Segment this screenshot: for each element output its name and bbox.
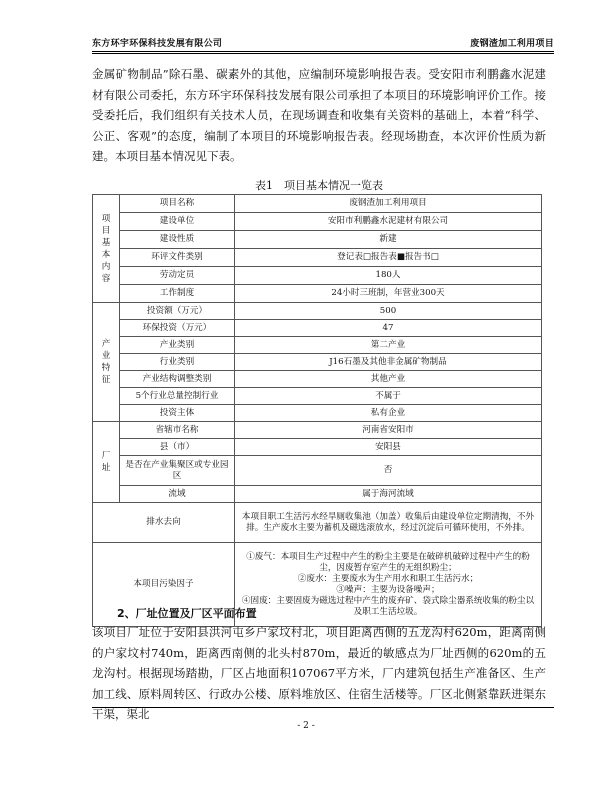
header-rule bbox=[92, 53, 554, 54]
row-name: 省辖市名称 bbox=[120, 422, 235, 439]
pollution-item: ②废水：主要废水为生产用水和职工生活污水； bbox=[297, 573, 479, 584]
page-header bbox=[92, 36, 554, 52]
table-row bbox=[93, 422, 542, 439]
location-paragraph: 该项目厂址位于安阳县洪河屯乡户家坟村北，项目距离西侧的五龙沟村620m，距离南侧的户家坟村740m，距离西南侧的北头村870m，最近的敏感点为厂址西侧的620m的五龙沟村。根据现场踏勘，厂区占地面积107067平方米，厂内建筑包括生产准备区、生产加工线、原料周转区、行政办公楼、原料堆放区、住宿生活楼等。厂区北侧紧靠跃进渠东干渠，渠北 bbox=[92, 625, 546, 721]
row-value: 180人 bbox=[235, 267, 542, 285]
drainage-value: 本项目职工生活污水经旱厕收集池（加盖）收集后由建设单位定期清掏，不外排。生产废水主要为蓄机及磁选滚放水，经过沉淀后可循环使用，不外排。 bbox=[235, 503, 542, 543]
row-value: 其他产业 bbox=[235, 371, 542, 388]
table-row bbox=[93, 231, 542, 249]
row-name: 项目名称 bbox=[120, 195, 235, 213]
pollution-label: 本项目污染因子 bbox=[93, 543, 235, 627]
table-row bbox=[93, 267, 542, 285]
row-value: 第二产业 bbox=[235, 337, 542, 354]
table-row bbox=[93, 320, 542, 337]
row-name: 投资额（万元） bbox=[120, 303, 235, 320]
table-row bbox=[93, 405, 542, 422]
row-value: 河南省安阳市 bbox=[235, 422, 542, 439]
row-value: 24小时三班制，年营业300天 bbox=[235, 285, 542, 303]
category-cell: 项 目 基 本 内 容 bbox=[93, 195, 120, 303]
row-value: 安阳县 bbox=[235, 439, 542, 456]
table-row bbox=[93, 503, 542, 543]
row-name: 投资主体 bbox=[120, 405, 235, 422]
table-row bbox=[93, 439, 542, 456]
table-row bbox=[93, 456, 542, 486]
row-name: 工作制度 bbox=[120, 285, 235, 303]
header-project: 废钢渣加工利用项目 bbox=[470, 39, 554, 49]
project-info-table bbox=[92, 194, 542, 627]
row-name: 行业类别 bbox=[120, 354, 235, 371]
pollution-items bbox=[235, 543, 542, 627]
row-value: 安阳市利鹏鑫水泥建材有限公司 bbox=[235, 213, 542, 231]
row-value: J16石墨及其他非金属矿物制品 bbox=[235, 354, 542, 371]
table-row bbox=[93, 249, 542, 267]
row-value: 属于海河流域 bbox=[235, 486, 542, 503]
header-company: 东方环宇环保科技发展有限公司 bbox=[92, 39, 223, 49]
row-value: 私有企业 bbox=[235, 405, 542, 422]
row-name: 建设单位 bbox=[120, 213, 235, 231]
row-value: 不属于 bbox=[235, 388, 542, 405]
row-value: 新建 bbox=[235, 231, 542, 249]
row-name: 环评文件类别 bbox=[120, 249, 235, 267]
category-cell: 产 业 特 征 bbox=[93, 303, 120, 422]
table-row bbox=[93, 337, 542, 354]
row-name: 环保投资（万元） bbox=[120, 320, 235, 337]
drainage-label: 排水去向 bbox=[93, 503, 235, 543]
pollution-item: ③噪声：主要为设备噪声； bbox=[336, 584, 440, 595]
table-row bbox=[93, 285, 542, 303]
row-name: 是否在产业集聚区或专业园区 bbox=[120, 456, 235, 486]
table-row bbox=[93, 354, 542, 371]
row-name: 产业类别 bbox=[120, 337, 235, 354]
category-cell: 厂 址 bbox=[93, 422, 120, 503]
row-name: 流域 bbox=[120, 486, 235, 503]
row-name: 县（市） bbox=[120, 439, 235, 456]
table-row bbox=[93, 195, 542, 213]
table-row bbox=[93, 371, 542, 388]
row-value: 登记表□报告表■报告书□ bbox=[235, 249, 542, 267]
row-value: 否 bbox=[235, 456, 542, 486]
page-number: - 2 - bbox=[297, 721, 315, 731]
table-caption: 表1 项目基本情况一览表 bbox=[255, 179, 383, 192]
row-name: 5个行业总量控制行业 bbox=[120, 388, 235, 405]
table-row bbox=[93, 486, 542, 503]
table-row bbox=[93, 388, 542, 405]
row-value: 废钢渣加工利用项目 bbox=[235, 195, 542, 213]
footer-rule bbox=[92, 707, 554, 708]
row-name: 产业结构调整类别 bbox=[120, 371, 235, 388]
row-name: 劳动定员 bbox=[120, 267, 235, 285]
pollution-item: ①废气：本项目生产过程中产生的粉尘主要是在破碎机破碎过程中产生的粉尘，因废暂存室产生的无组织粉尘； bbox=[246, 551, 530, 573]
row-value: 500 bbox=[235, 303, 542, 320]
row-name: 建设性质 bbox=[120, 231, 235, 249]
table-row bbox=[93, 303, 542, 320]
intro-paragraph: 金属矿物制品”除石墨、碳素外的其他，应编制环境影响报告表。受安阳市利鹏鑫水泥建材有限公司委托，东方环宇环保科技发展有限公司承担了本项目的环境影响评价工作。接受委托后，我们组织有关技术人员，在现场调查和收集有关资料的基础上，本着“科学、公正、客观”的态度，编制了本项目的环境影响报告表。经现场勘查，本次评价性质为新建。本项目基本情况见下表。 bbox=[92, 67, 546, 163]
pollution-item: ④固废：主要固废为磁选过程中产生的废弃矿、袋式除尘器系统收集的粉尘以及职工生活垃圾。 bbox=[241, 595, 535, 617]
row-value: 47 bbox=[235, 320, 542, 337]
section-heading: 2、厂址位置及厂区平面布置 bbox=[117, 607, 257, 620]
table-row bbox=[93, 213, 542, 231]
